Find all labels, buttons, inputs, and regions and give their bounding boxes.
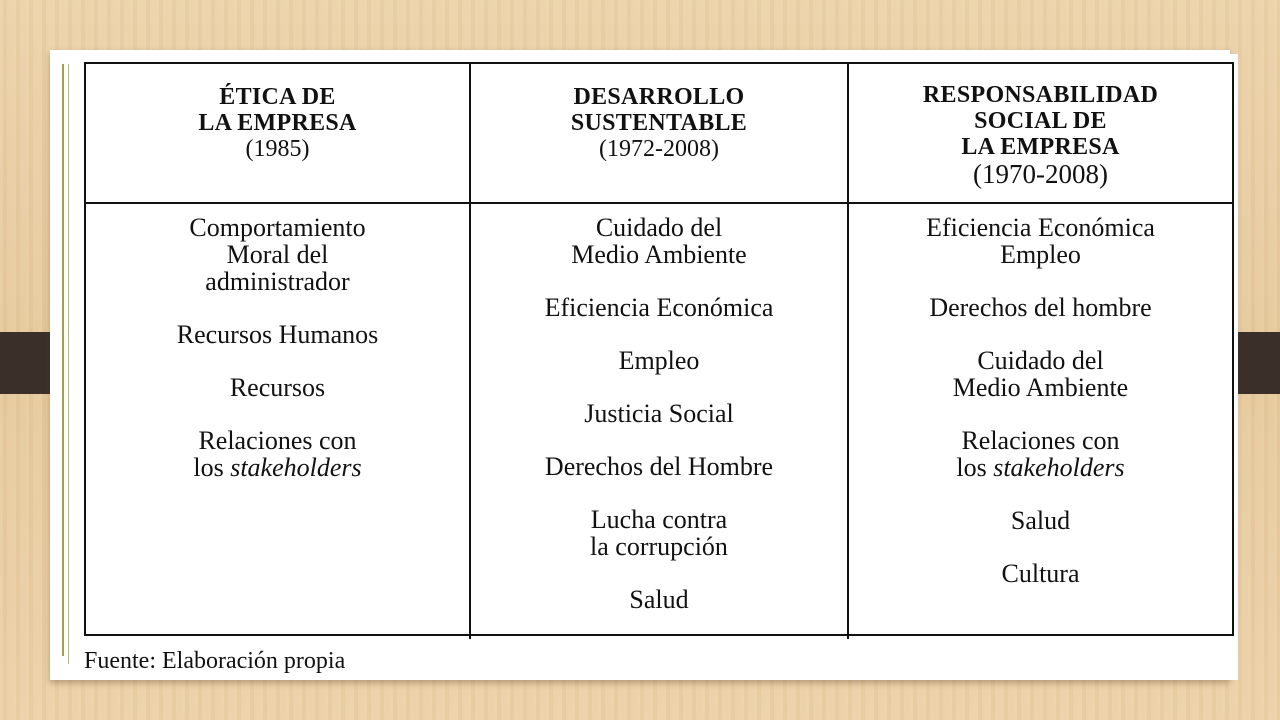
table-image — [70, 54, 1238, 680]
accent-line — [62, 64, 64, 656]
item-line: Moral del — [226, 240, 329, 269]
item-prefix: los — [956, 453, 994, 482]
item-line: Comportamiento — [189, 213, 366, 242]
header-line: LA EMPRESA — [198, 110, 357, 136]
comparison-table — [84, 62, 1234, 636]
list-item: Salud — [629, 585, 689, 614]
header-year: (1972-2008) — [599, 136, 719, 162]
item-line: Eficiencia Económica — [926, 213, 1155, 242]
list-item — [471, 506, 847, 560]
header-year: (1970-2008) — [973, 159, 1108, 189]
list-item: Recursos — [229, 373, 326, 402]
list-item: Eficiencia Económica — [544, 293, 774, 322]
list-item: Justicia Social — [584, 399, 734, 428]
header-year: (1985) — [245, 136, 310, 162]
list-item: Empleo — [618, 346, 700, 375]
source-caption: Fuente: Elaboración propia — [84, 648, 346, 674]
item-line: Medio Ambiente — [571, 240, 747, 269]
list-item: Cultura — [1001, 559, 1080, 588]
list-item — [849, 427, 1232, 481]
list-item — [86, 427, 469, 481]
list-item — [471, 214, 847, 268]
header-responsabilidad-social — [849, 64, 1232, 204]
header-desarrollo-sustentable — [471, 64, 849, 204]
header-line: LA EMPRESA — [961, 134, 1120, 160]
item-line: Medio Ambiente — [952, 373, 1129, 402]
column-desarrollo-sustentable — [471, 204, 849, 639]
item-line: Cuidado del — [595, 213, 723, 242]
accent-line-inner — [68, 64, 69, 664]
item-line: Relaciones con — [961, 426, 1120, 455]
item-italic: stakeholders — [993, 453, 1125, 482]
header-line: SOCIAL DE — [974, 108, 1107, 134]
item-line: administrador — [205, 267, 350, 296]
list-item — [849, 347, 1232, 401]
column-responsabilidad-social — [849, 204, 1232, 639]
header-line: ÉTICA DE — [219, 84, 336, 110]
list-item: Recursos Humanos — [176, 320, 379, 349]
header-etica-empresa — [86, 64, 471, 204]
item-line — [849, 454, 1232, 481]
item-line: Empleo — [1000, 240, 1081, 269]
list-item: Salud — [1010, 506, 1071, 535]
header-line: DESARROLLO — [573, 84, 745, 110]
list-item: Derechos del Hombre — [544, 452, 774, 481]
list-item: Derechos del hombre — [929, 293, 1152, 322]
decorative-band-right — [1234, 332, 1280, 394]
item-prefix: los — [193, 453, 231, 482]
item-line: Cuidado del — [977, 346, 1104, 375]
item-italic: stakeholders — [230, 453, 362, 482]
list-item — [849, 214, 1232, 268]
item-line: Relaciones con — [198, 426, 357, 455]
column-etica-empresa — [86, 204, 471, 639]
item-line: Lucha contra — [590, 505, 728, 534]
item-line — [86, 454, 469, 481]
list-item — [86, 214, 469, 295]
item-line: la corrupción — [590, 532, 728, 561]
header-line: RESPONSABILIDAD — [922, 82, 1159, 108]
header-line: SUSTENTABLE — [570, 110, 748, 136]
